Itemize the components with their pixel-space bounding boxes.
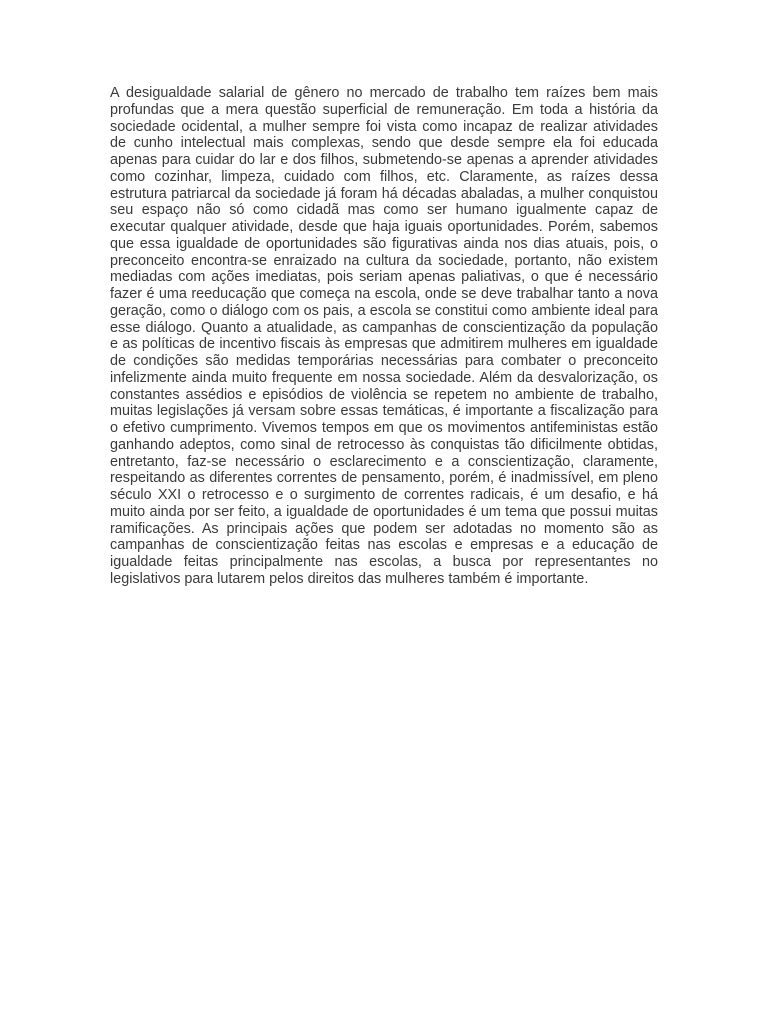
body-paragraph: A desigualdade salarial de gênero no mercado de trabalho tem raízes bem mais profundas que a mera questão superficial de remuneração. Em toda a história da sociedade ocidental, a mulher sempre foi vista como incapaz de realizar atividades de cunho intelectual mais complexas, sendo que desde sempre ela foi educada apenas para cuidar do lar e dos filhos, submetendo-se apenas a aprender atividades como cozinhar, limpeza, cuidado com filhos, etc. Claramente, as raízes dessa estrutura patriarcal da sociedade já foram há décadas abaladas, a mulher conquistou seu espaço não só como cidadã mas como ser humano igualmente capaz de executar qualquer atividade, desde que haja iguais oportunidades. Porém, sabemos que essa igualdade de oportunidades são figurativas ainda nos dias atuais, pois, o preconceito encontra-se enraizado na cultura da sociedade, portanto, não existem mediadas com ações imediatas, pois seriam apenas paliativas, o que é necessário fazer é uma reeducação que começa na escola, onde se deve trabalhar tanto a nova geração, como o diálogo com os pais, a escola se constitui como ambiente ideal para esse diálogo. Quanto a atualidade, as campanhas de conscientização da população e as políticas de incentivo fiscais às empresas que admitirem mulheres em igualdade de condições são medidas temporárias necessárias para combater o preconceito infelizmente ainda muito frequente em nossa sociedade. Além da desvalorização, os constantes assédios e episódios de violência se repetem no ambiente de trabalho, muitas legislações já versam sobre essas temáticas, é importante a fiscalização para o efetivo cumprimento. Vivemos tempos em que os movimentos antifeministas estão ganhando adeptos, como sinal de retrocesso às conquistas tão dificilmente obtidas, entretanto, faz-se necessário o esclarecimento e a conscientização, claramente, respeitando as diferentes correntes de pensamento, porém, é inadmissível, em pleno século XXI o retrocesso e o surgimento de correntes radicais, é um desafio, e há muito ainda por ser feito, a igualdade de oportunidades é um tema que possui muitas ramificações. As principais ações que podem ser adotadas no momento são as campanhas de conscientização feitas nas escolas e empresas e a educação de igualdade feitas principalmente nas escolas, a busca por representantes no legislativos para lutarem pelos direitos das mulheres também é importante. xyxy=(110,85,658,587)
